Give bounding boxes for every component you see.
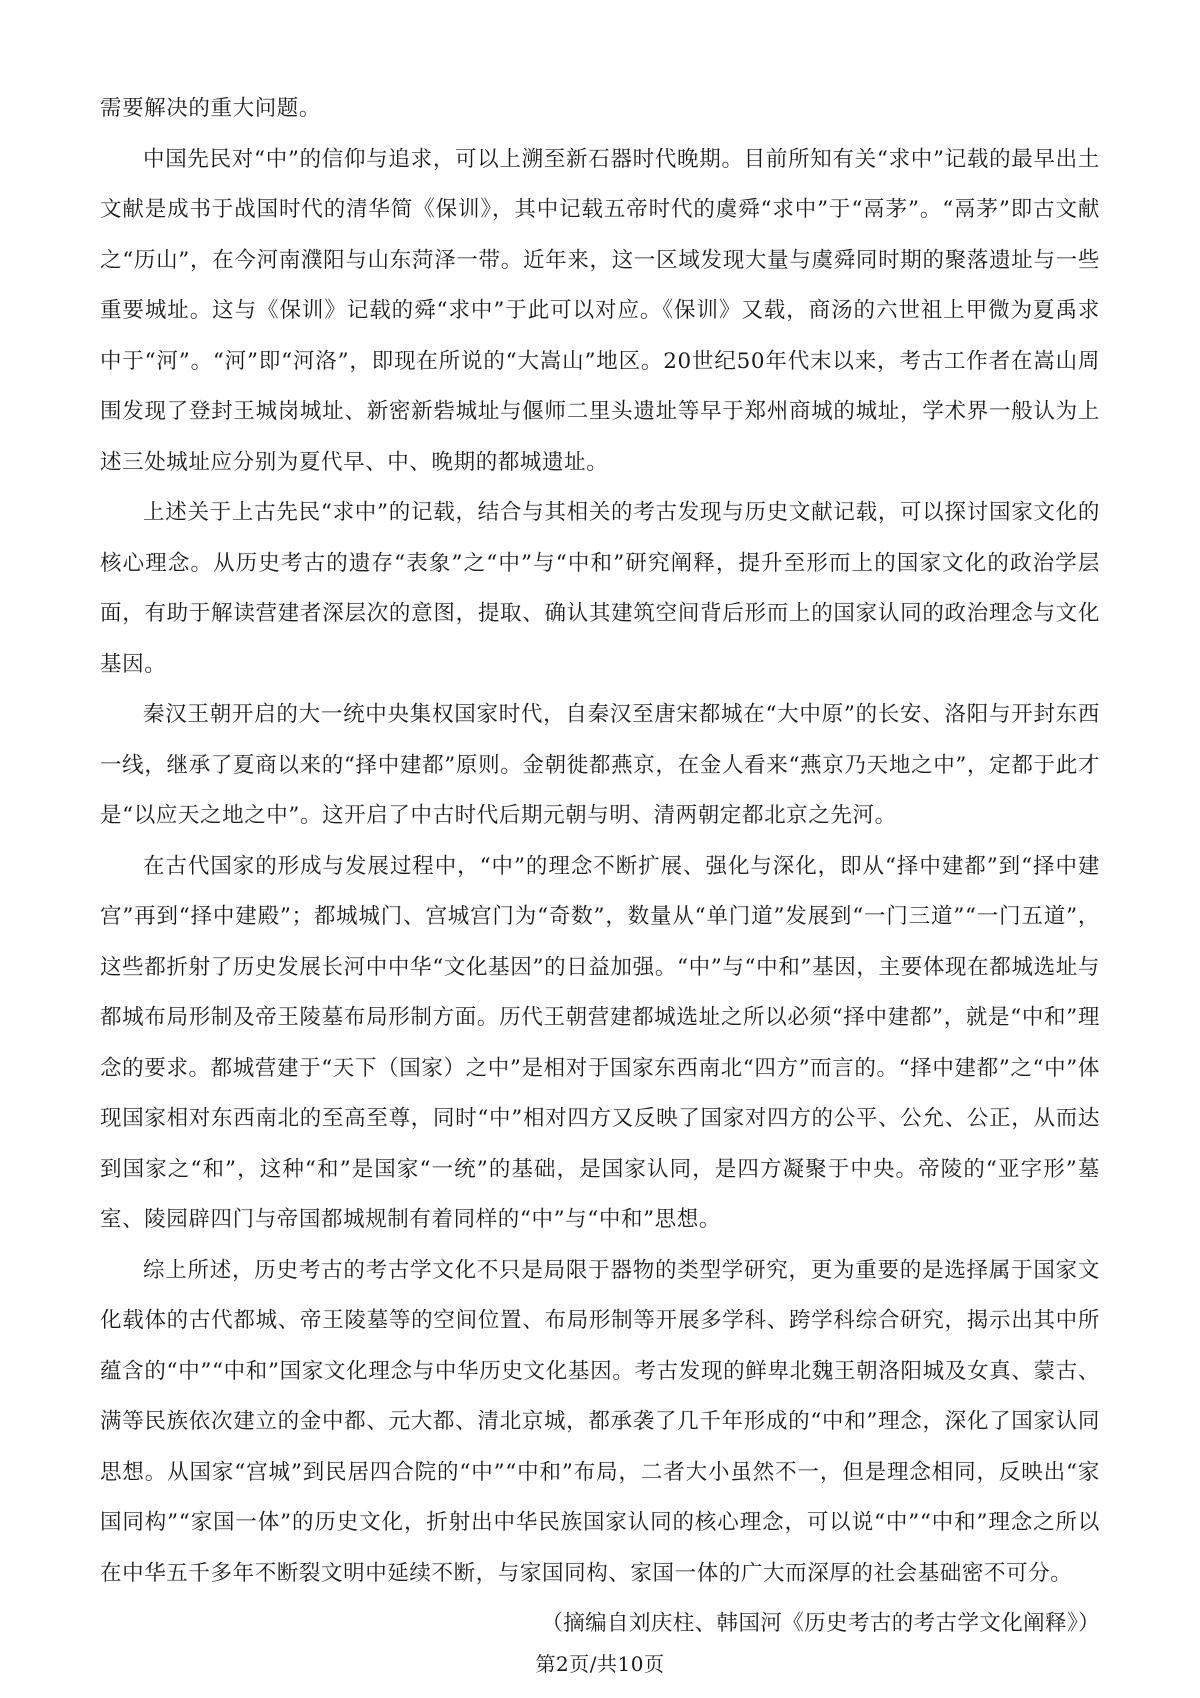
- paragraph-2: 中国先民对“中”的信仰与追求，可以上溯至新石器时代晚期。目前所知有关“求中”记载的最早出土文献是成书于战国时代的清华简《保训》，其中记载五帝时代的虞舜“求中”于“鬲茅”。“鬲茅”即古文献之“历山”，在今河南濮阳与山东菏泽一带。近年来，这一区域发现大量与虞舜同时期的聚落遗址与一些重要城址。这与《保训》记载的舜“求中”于此可以对应。《保训》又载，商汤的六世祖上甲微为夏禹求中于“河”。“河”即“河洛”，即现在所说的“大嵩山”地区。20世纪50年代末以来，考古工作者在嵩山周围发现了登封王城岗城址、新密新砦城址与偃师二里头遗址等早于郑州商城的城址，学术界一般认为上述三处城址应分别为夏代早、中、晚期的都城遗址。: [100, 146, 1100, 475]
- paragraph-5: 在古代国家的形成与发展过程中，“中”的理念不断扩展、强化与深化，即从“择中建都”到“择中建宫”再到“择中建殿”；都城城门、宫城宫门为“奇数”，数量从“单门道”发展到“一门三道”“一门五道”，这些都折射了历史发展长河中中华“文化基因”的日益加强。“中”与“中和”基因，主要体现在都城选址与都城布局形制及帝王陵墓布局形制方面。历代王朝营建都城选址之所以必须“择中建都”，就是“中和”理念的要求。都城营建于“天下（国家）之中”是相对于国家东西南北“四方”而言的。“择中建都”之“中”体现国家相对东西南北的至高至尊，同时“中”相对四方又反映了国家对四方的公平、公允、公正，从而达到国家之“和”，这种“和”是国家“一统”的基础，是国家认同，是四方凝聚于中央。帝陵的“亚字形”墓室、陵园辟四门与帝国都城规制有着同样的“中”与“中和”思想。: [100, 853, 1100, 1232]
- paragraph-1: 需要解决的重大问题。: [100, 96, 322, 121]
- source-citation: （摘编自刘庆柱、韩国河《历史考古的考古学文化阐释》）: [541, 1611, 1100, 1636]
- document-body: [100, 84, 1100, 1650]
- page-number: 第2页/共10页: [535, 1652, 665, 1676]
- paragraph-6: 综上所述，历史考古的考古学文化不只是局限于器物的类型学研究，更为重要的是选择属于国家文化载体的古代都城、帝王陵墓等的空间位置、布局形制等开展多学科、跨学科综合研究，揭示出其中所蕴含的“中”“中和”国家文化理念与中华历史文化基因。考古发现的鲜卑北魏王朝洛阳城及女真、蒙古、满等民族依次建立的金中都、元大都、清北京城，都承袭了几千年形成的“中和”理念，深化了国家认同思想。从国家“宫城”到民居四合院的“中”“中和”布局，二者大小虽然不一，但是理念相同，反映出“家国同构”“家国一体”的历史文化，折射出中华民族国家认同的核心理念，可以说“中”“中和”理念之所以在中华五千多年不断裂文明中延续不断，与家国同构、家国一体的广大而深厚的社会基础密不可分。: [100, 1257, 1100, 1586]
- paragraph-3: 上述关于上古先民“求中”的记载，结合与其相关的考古发现与历史文献记载，可以探讨国家文化的核心理念。从历史考古的遗存“表象”之“中”与“中和”研究阐释，提升至形而上的国家文化的政治学层面，有助于解读营建者深层次的意图，提取、确认其建筑空间背后形而上的国家认同的政治理念与文化基因。: [100, 500, 1100, 677]
- paragraph-4: 秦汉王朝开启的大一统中央集权国家时代，自秦汉至唐宋都城在“大中原”的长安、洛阳与开封东西一线，继承了夏商以来的“择中建都”原则。金朝徙都燕京，在金人看来“燕京乃天地之中”，定都于此才是“以应天之地之中”。这开启了中古时代后期元朝与明、清两朝定都北京之先河。: [100, 702, 1100, 828]
